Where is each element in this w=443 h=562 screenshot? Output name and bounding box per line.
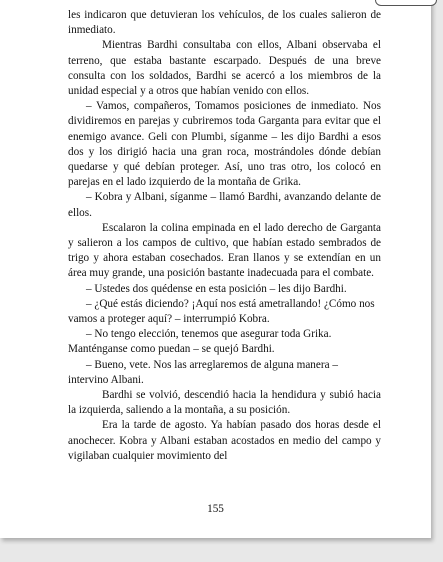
paragraph-9: – Bueno, vete. Nos las arreglaremos de alguna manera – intervino Albani. <box>68 358 338 386</box>
window-corner-control[interactable] <box>375 0 437 6</box>
paragraph-8: – No tengo elección, tenemos que asegurar toda Grika. Manténganse como puedan – se quejó Bardhi. <box>68 328 332 356</box>
page-number: 155 <box>207 503 224 515</box>
page-text <box>68 8 381 464</box>
paragraph-1: les indicaron que detuvieran los vehículos, de los cuales salieron de inmediato. <box>68 9 381 37</box>
paragraph-3: – Vamos, compañeros, Tomamos posiciones de inmediato. Nos dividiremos en parejas y cubriremos toda Garganta para evitar que el enemigo avance. Geli con Plumbi, síganme – les dijo Bardhi a esos dos y los dirigió hacia una gran roca, mostrándoles dónde debían quedarse y qué debían proteger. Así, uno tras otro, los colocó en parejas en el lado izquierdo de la montaña de Grika. <box>68 100 381 189</box>
paragraph-10: Bardhi se volvió, descendió hacia la hendidura y subió hacia la izquierda, saliendo a la montaña, a su posición. <box>68 389 381 417</box>
paragraph-5: Escalaron la colina empinada en el lado derecho de Garganta y salieron a los campos de cultivo, que habían estado sembrados de trigo y ahora estaban cosechados. Eran llanos y se extendían en un área muy grande, una posición bastante inadecuada para el combate. <box>68 221 381 280</box>
paragraph-6: – Ustedes dos quédense en esta posición – les dijo Bardhi. <box>86 282 347 295</box>
paragraph-2: Mientras Bardhi consultaba con ellos, Albani observaba el terreno, que estaba bastante escarpado. Después de una breve consulta con los soldados, Bardhi se acercó a los miembros de la unidad especial y a otros que habían venido con ellos. <box>68 39 381 98</box>
paragraph-7: – ¿Qué estás diciendo? ¡Aquí nos está ametrallando! ¿Cómo nos vamos a proteger aquí? – interrumpió Kobra. <box>68 297 375 326</box>
paragraph-11: Era la tarde de agosto. Ya habían pasado dos horas desde el anochecer. Kobra y Albani estaban acostados en medio del campo y vigilaban cualquier movimiento del <box>68 419 381 462</box>
paragraph-4: – Kobra y Albani, síganme – llamó Bardhi, avanzando delante de ellos. <box>68 191 381 219</box>
